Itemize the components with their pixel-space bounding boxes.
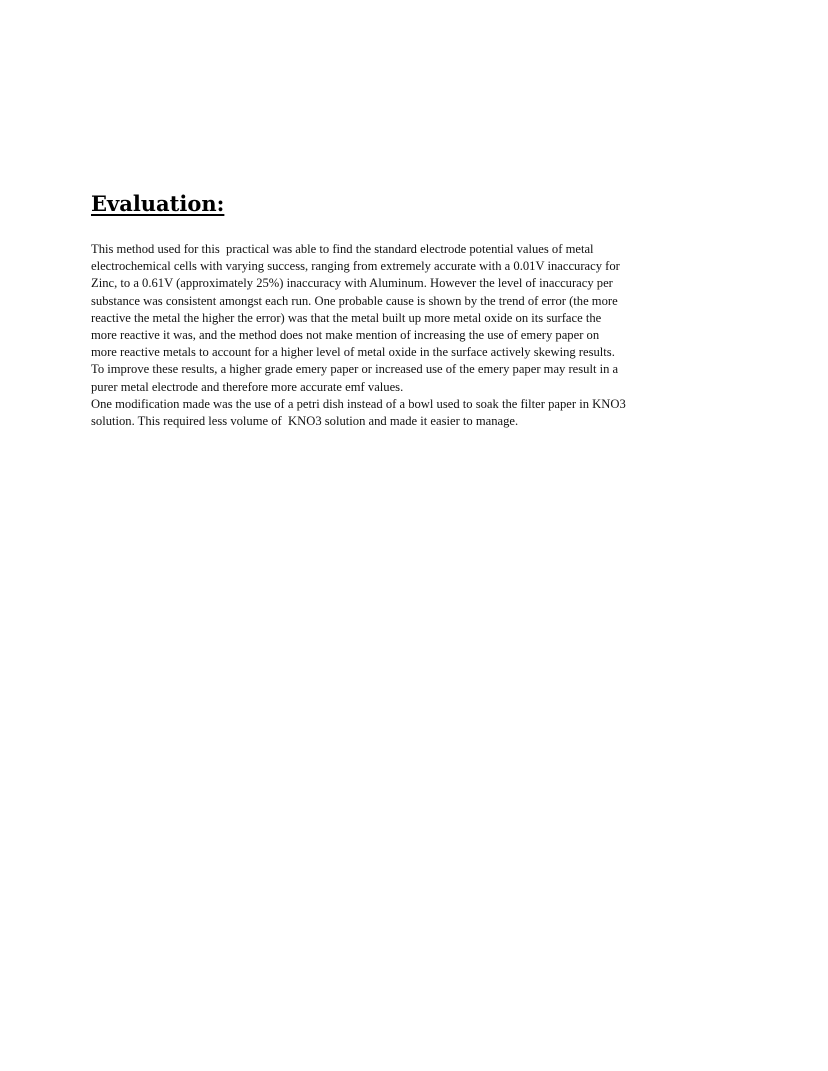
text-line: Zinc, to a 0.61V (approximately 25%) inaccuracy with Aluminum. However the level of inaccuracy per — [91, 276, 613, 291]
text-line: One modification made was the use of a petri dish instead of a bowl used to soak the filter paper in KNO3 — [91, 396, 626, 411]
text-line: solution. This required less volume of KNO3 solution and made it easier to manage. — [91, 414, 519, 429]
text-line: electrochemical cells with varying success, ranging from extremely accurate with a 0.01V inaccuracy for — [91, 259, 620, 274]
text-line: To improve these results, a higher grade emery paper or increased use of the emery paper may result in a — [91, 362, 619, 377]
text-line: substance was consistent amongst each run. One probable cause is shown by the trend of error (the more — [91, 293, 618, 308]
evaluation-paragraph — [91, 241, 691, 430]
section-heading: Evaluation: — [91, 191, 225, 216]
text-line: more reactive it was, and the method does not make mention of increasing the use of emery paper on — [91, 328, 600, 343]
text-line: purer metal electrode and therefore more accurate emf values. — [91, 379, 404, 394]
text-line: This method used for this practical was able to find the standard electrode potential values of metal — [91, 242, 594, 256]
text-line: more reactive metals to account for a higher level of metal oxide in the surface actively skewing results. — [91, 345, 615, 360]
text-line: reactive the metal the higher the error) was that the metal built up more metal oxide on its surface the — [91, 310, 602, 325]
